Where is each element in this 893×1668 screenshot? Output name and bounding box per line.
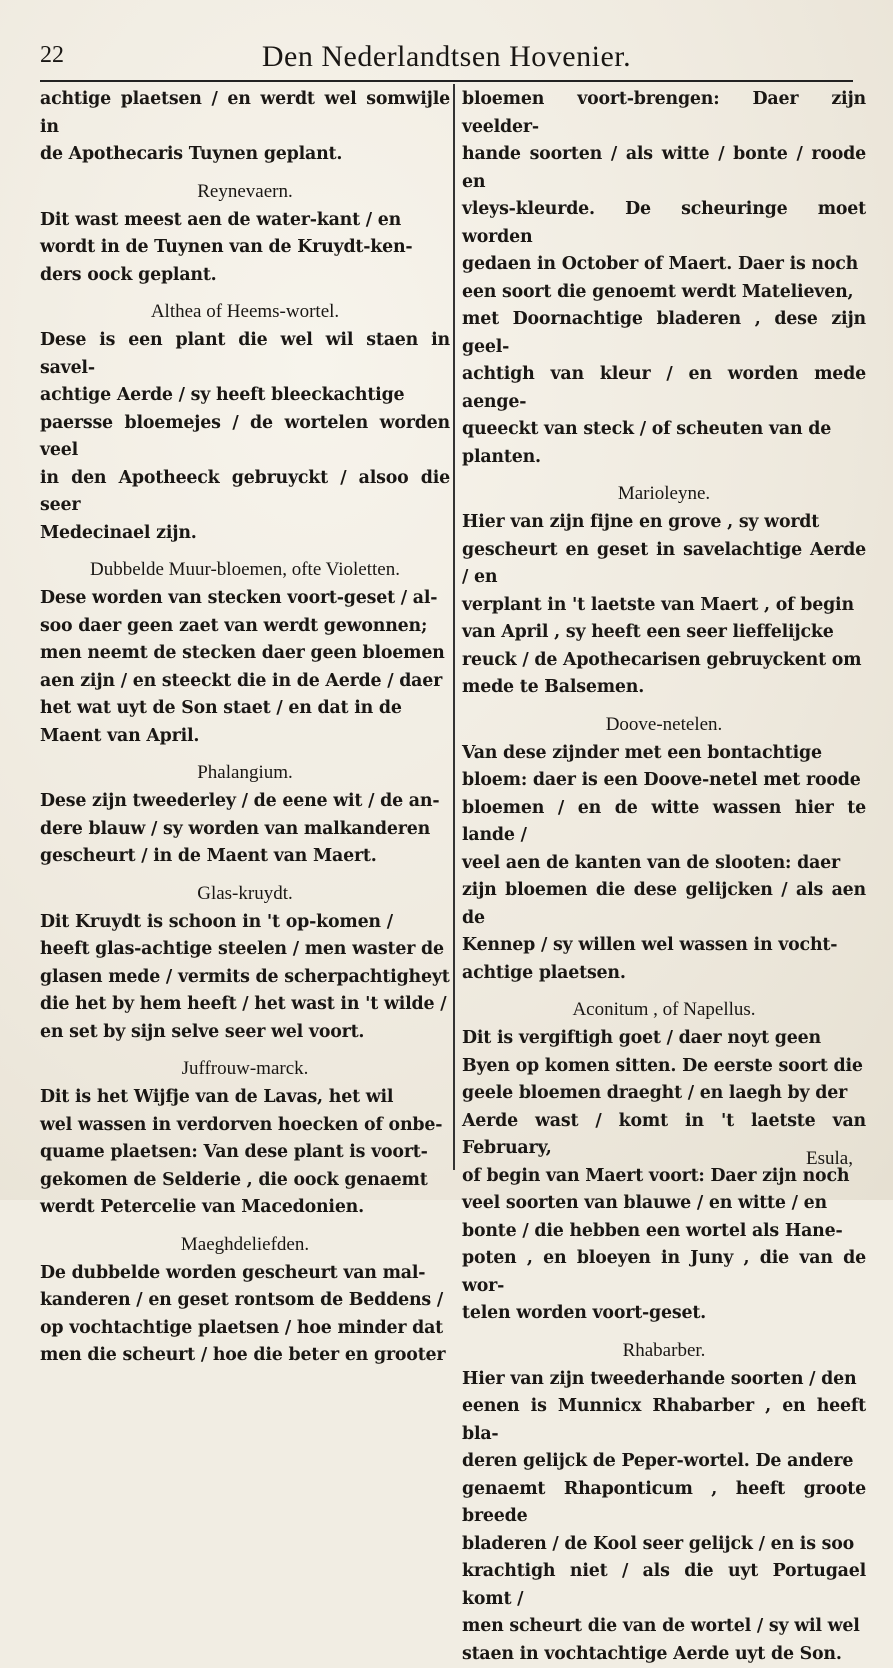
section-gap <box>462 1328 866 1336</box>
column-divider <box>453 84 455 1170</box>
body-paragraph: Dit Kruydt is schoon in 't op-komen / heeft glas-achtige steelen / men waster de glasen mede / vermits de scherpachtigheyt die het by hem heeft / het wast in 't wilde / en set by sijn selve seer wel voort. <box>40 909 450 1047</box>
body-paragraph: achtige plaetsen / en werdt wel somwijle in de Apothecaris Tuynen geplant. <box>40 86 450 169</box>
section-heading: Glas-kruydt. <box>40 879 450 909</box>
section-gap <box>40 289 450 297</box>
body-paragraph: Dit wast meest aen de water-kant / en wordt in de Tuynen van de Kruydt-ken- ders oock geplant. <box>40 207 450 290</box>
section-heading: Rhabarber. <box>462 1336 866 1366</box>
page-number: 22 <box>40 42 64 69</box>
body-paragraph: Van dese zijnder met een bontachtige bloem: daer is een Doove-netel met roode bloemen / en de witte wassen hier te lande / veel aen de kanten van de slooten: daer zijn bloemen die dese gelijcken / als aen de Kennep / sy willen wel wassen in vocht- achtige plaetsen. <box>462 740 866 988</box>
section-heading: Maeghdeliefden. <box>40 1230 450 1260</box>
section-gap <box>462 471 866 479</box>
page-header <box>40 40 853 82</box>
left-column <box>40 86 450 1370</box>
section-heading: Althea of Heems-wortel. <box>40 297 450 327</box>
body-paragraph: Dese zijn tweederley / de eene wit / de an- dere blauw / sy worden van malkanderen gescheurt / in de Maent van Maert. <box>40 788 450 871</box>
section-gap <box>40 1046 450 1054</box>
section-heading: Dubbelde Muur-bloemen, ofte Violetten. <box>40 555 450 585</box>
section-heading: Marioleyne. <box>462 479 866 509</box>
section-heading: Aconitum , of Napellus. <box>462 995 866 1025</box>
body-paragraph: Hier van zijn tweederhande soorten / den eenen is Munnicx Rhabarber , en heeft bla- deren gelijck de Peper-wortel. De andere genaemt Rhaponticum , heeft groote breede bladeren / de Kool seer gelijck / en is soo krachtigh niet / als die uyt Portugael komt / men scheurt die van de wortel / sy wil wel staen in vochtachtige Aerde uyt de Son. <box>462 1366 866 1668</box>
body-paragraph: Dit is het Wijfje van de Lavas, het wil wel wassen in verdorven hoecken of onbe- quame plaetsen: Van dese plant is voort- gekomen de Selderie , die oock genaemt werdt Petercelie van Macedonien. <box>40 1084 450 1222</box>
section-gap <box>462 987 866 995</box>
catchword: Esula, <box>806 1148 853 1170</box>
section-gap <box>40 871 450 879</box>
section-gap <box>40 1222 450 1230</box>
section-heading: Reynevaern. <box>40 177 450 207</box>
section-heading: Doove-netelen. <box>462 710 866 740</box>
body-paragraph: Dese worden van stecken voort-geset / al- soo daer geen zaet van werdt gewonnen; men neemt de stecken daer geen bloemen aen zijn / en steeckt die in de Aerde / daer het wat uyt de Son staet / en dat in de Maent van April. <box>40 585 450 750</box>
body-paragraph: bloemen voort-brengen: Daer zijn veelder- hande soorten / als witte / bonte / roode en vleys-kleurde. De scheuringe moet worden gedaen in October of Maert. Daer is noch een soort die genoemt werdt Matelieven, met Doornachtige bladeren , dese zijn geel- achtigh van kleur / en worden mede aenge- queeckt van steck / of scheuten van de planten. <box>462 86 866 471</box>
section-gap <box>40 169 450 177</box>
body-paragraph: De dubbelde worden gescheurt van mal- kanderen / en geset rontsom de Beddens / op vochtachtige plaetsen / hoe minder dat men die scheurt / hoe die beter en grooter <box>40 1260 450 1370</box>
section-gap <box>462 702 866 710</box>
section-gap <box>40 547 450 555</box>
section-heading: Juffrouw-marck. <box>40 1054 450 1084</box>
running-title: Den Nederlandtsen Hovenier. <box>40 40 853 74</box>
section-heading: Phalangium. <box>40 758 450 788</box>
body-paragraph: Dit is vergiftigh goet / daer noyt geen Byen op komen sitten. De eerste soort die geele bloemen draeght / en laegh by der Aerde wast / komt in 't laetste van February, of begin van Maert voort: Daer zijn noch veel soorten van blauwe / en witte / en bonte / die hebben een wortel als Hane- poten , en bloeyen in Juny , die van de wor- telen worden voort-geset. <box>462 1025 866 1328</box>
body-paragraph: Hier van zijn fijne en grove , sy wordt gescheurt en geset in savelachtige Aerde / en verplant in 't laetste van Maert , of begin van April , sy heeft een seer lieffelijcke reuck / de Apothecarisen gebruyckent om mede te Balsemen. <box>462 509 866 702</box>
right-column <box>462 86 866 1668</box>
section-gap <box>40 750 450 758</box>
body-paragraph: Dese is een plant die wel wil staen in savel- achtige Aerde / sy heeft bleeckachtige paersse bloemejes / de wortelen worden veel in den Apotheeck gebruyckt / alsoo die seer Medecinael zijn. <box>40 327 450 547</box>
